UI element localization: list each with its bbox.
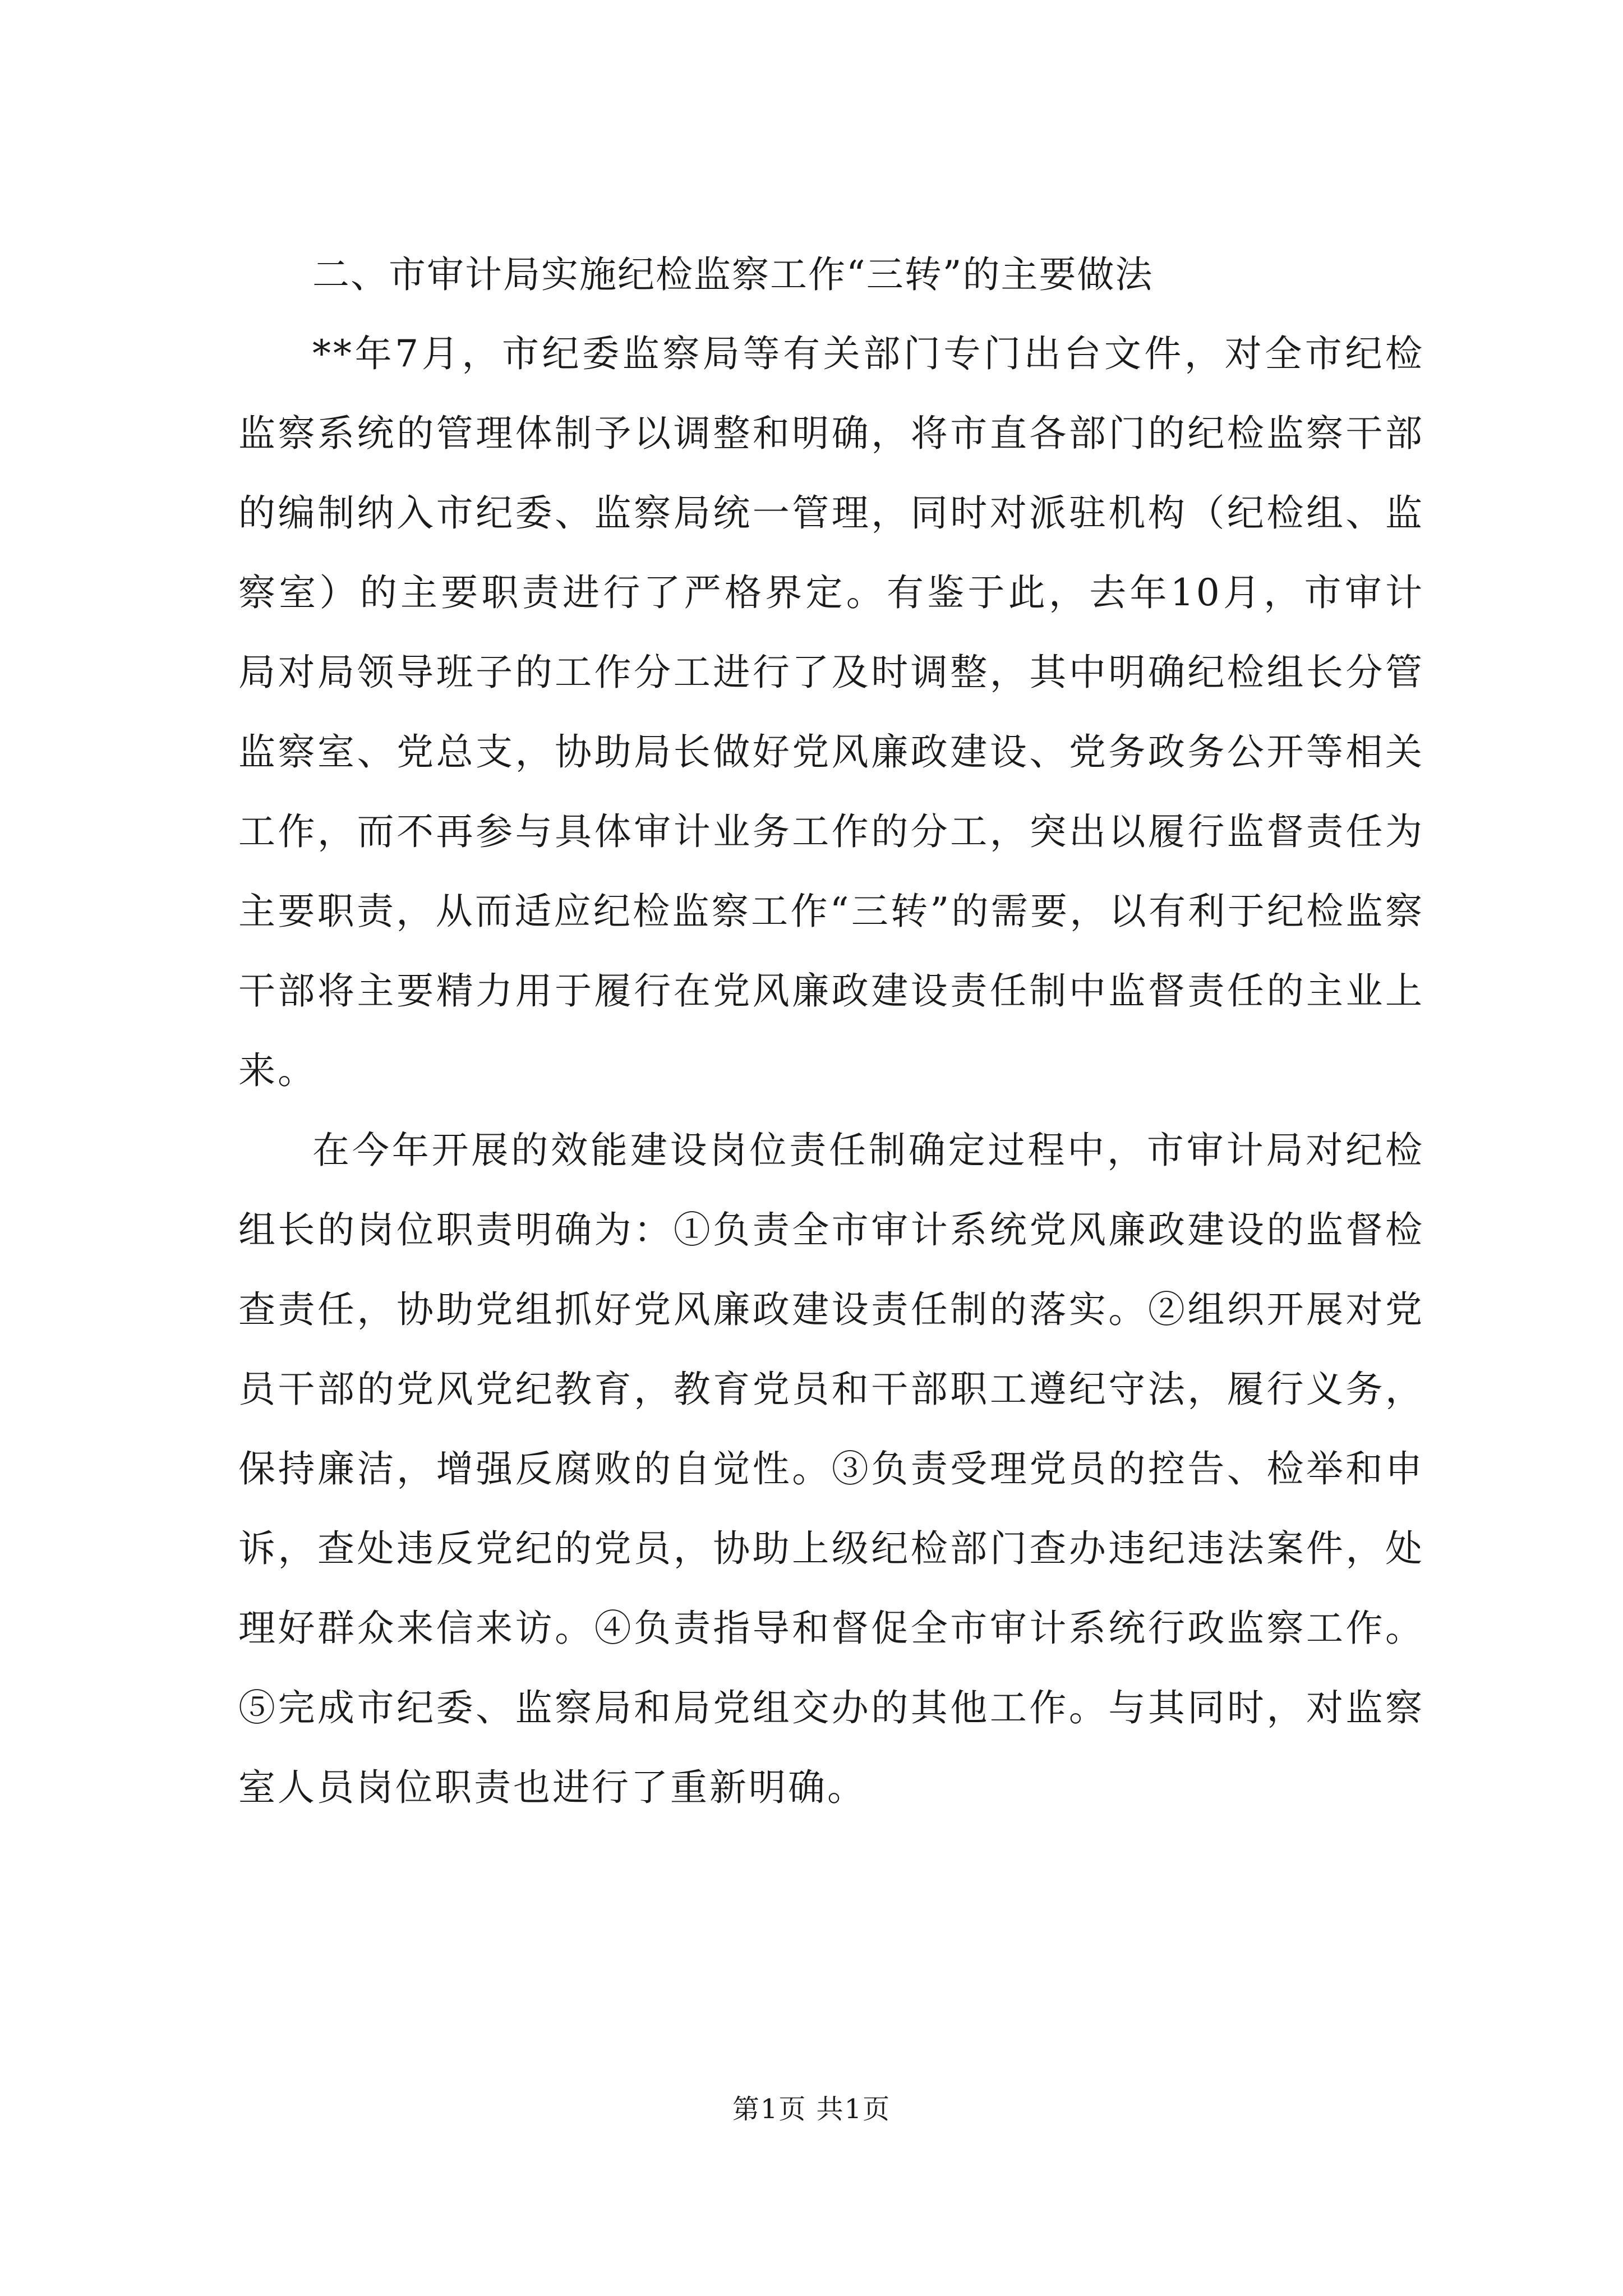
page-footer: 第1页 共1页 bbox=[732, 2093, 891, 2125]
section-heading: 二、市审计局实施纪检监察工作“三转”的主要做法 bbox=[312, 253, 1154, 296]
paragraph-1: **年7月，市纪委监察局等有关部门专门出台文件，对全市纪检监察系统的管理体制予以调整和明确，将市直各部门的纪检监察干部的编制纳入市纪委、监察局统一管理，同时对派驻机构（纪检组、监察室）的主要职责进行了严格界定。有鉴于此，去年10月，市审计局对局领导班子的工作分工进行了及时调整，其中明确纪检组长分管监察室、党总支，协助局长做好党风廉政建设、党务政务公开等相关工作，而不再参与具体审计业务工作的分工，突出以履行监督责任为主要职责，从而适应纪检监察工作“三转”的需要，以有利于纪检监察干部将主要精力用于履行在党风廉政建设责任制中监督责任的主业上来。 bbox=[238, 332, 1424, 1092]
document-body bbox=[238, 247, 1424, 1828]
paragraph-2: 在今年开展的效能建设岗位责任制确定过程中，市审计局对纪检组长的岗位职责明确为：①负责全市审计系统党风廉政建设的监督检查责任，协助党组抓好党风廉政建设责任制的落实。②组织开展对党员干部的党风党纪教育，教育党员和干部职工遵纪守法，履行义务，保持廉洁，增强反腐败的自觉性。③负责受理党员的控告、检举和申诉，查处违反党纪的党员，协助上级纪检部门查办违纪违法案件，处理好群众来信来访。④负责指导和督促全市审计系统行政监察工作。⑤完成市纪委、监察局和局党组交办的其他工作。与其同时，对监察室人员岗位职责也进行了重新明确。 bbox=[238, 1129, 1424, 1809]
